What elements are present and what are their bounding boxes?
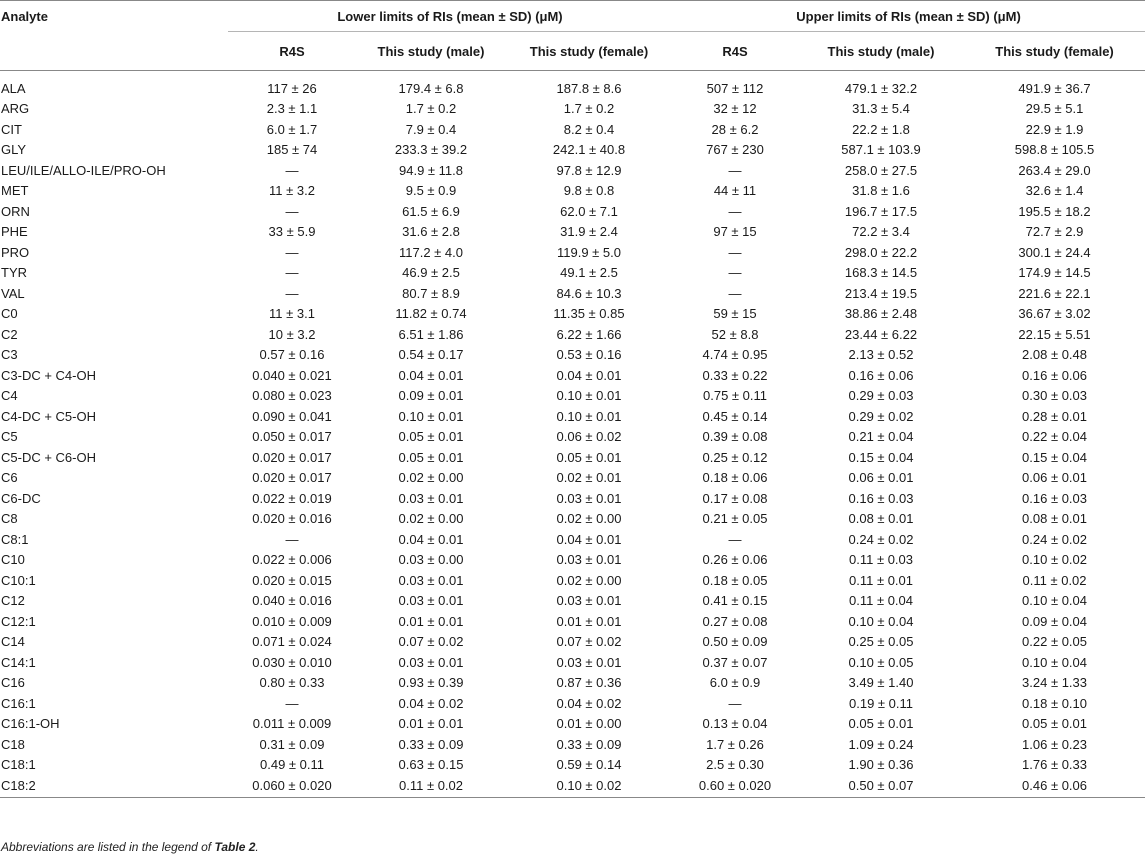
upper-r4s-cell: 6.0 ± 0.9	[709, 675, 761, 691]
analyte-cell: PRO	[1, 244, 30, 260]
table-row	[0, 755, 1145, 776]
analyte-cell: C16:1-OH	[1, 716, 60, 732]
analyte-cell: C3-DC + C4-OH	[1, 367, 96, 383]
lower-male-cell: 0.04 ± 0.01	[398, 531, 464, 547]
table-row	[0, 222, 1145, 243]
table-row	[0, 242, 1145, 263]
upper-male-cell: 0.24 ± 0.02	[848, 531, 914, 547]
upper-male-cell: 2.13 ± 0.52	[848, 347, 914, 363]
lower-female-cell: 0.02 ± 0.00	[556, 511, 622, 527]
table-row	[0, 140, 1145, 161]
analyte-cell: MET	[1, 183, 29, 199]
lower-female-cell: 31.9 ± 2.4	[560, 224, 618, 240]
analyte-cell: C14:1	[1, 654, 36, 670]
upper-female-cell: 0.28 ± 0.01	[1022, 408, 1087, 424]
upper-r4s-cell: 767 ± 230	[706, 142, 764, 158]
lower-male-cell: 0.03 ± 0.01	[398, 490, 464, 506]
lower-female-cell: 0.07 ± 0.02	[556, 634, 622, 650]
upper-r4s-cell: 4.74 ± 0.95	[702, 347, 768, 363]
upper-r4s-cell: 2.5 ± 0.30	[706, 757, 764, 773]
upper-male-cell: 1.90 ± 0.36	[848, 757, 914, 773]
upper-r4s-cell: —	[728, 695, 742, 711]
upper-male-cell: 168.3 ± 14.5	[844, 265, 918, 281]
upper-r4s-cell: 0.39 ± 0.08	[702, 429, 768, 445]
upper-male-cell: 479.1 ± 32.2	[844, 80, 918, 96]
upper-r4s-cell: 32 ± 12	[713, 101, 757, 117]
upper-male-cell: 0.11 ± 0.04	[849, 593, 913, 609]
lower-male-cell: 0.02 ± 0.00	[398, 511, 464, 527]
lower-female-cell: 0.10 ± 0.02	[556, 778, 622, 794]
upper-r4s-cell: 59 ± 15	[713, 306, 757, 322]
lower-r4s-cell: 6.0 ± 1.7	[266, 121, 318, 137]
lower-female-cell: 0.02 ± 0.00	[556, 572, 622, 588]
lower-female-cell: 0.04 ± 0.01	[556, 531, 622, 547]
lower-r4s-cell: 11 ± 3.2	[269, 183, 315, 199]
lower-male-cell: 1.7 ± 0.2	[405, 101, 457, 117]
lower-male-cell: 0.05 ± 0.01	[398, 449, 464, 465]
lower-male-cell: 0.05 ± 0.01	[398, 429, 464, 445]
table-row	[0, 263, 1145, 284]
table-row	[0, 160, 1145, 181]
lower-r4s-cell: —	[285, 162, 299, 178]
table-row	[0, 693, 1145, 714]
footnote-table-ref: Table 2	[214, 840, 256, 854]
upper-male-cell: 0.50 ± 0.07	[848, 778, 914, 794]
upper-female-cell: 22.9 ± 1.9	[1025, 121, 1084, 137]
lower-male-cell: 0.02 ± 0.00	[398, 470, 464, 486]
upper-female-cell: 300.1 ± 24.4	[1018, 244, 1091, 260]
table-row	[0, 529, 1145, 550]
analyte-subheader-blank	[0, 32, 228, 71]
analyte-cell: PHE	[1, 224, 28, 240]
upper-male-cell: 0.19 ± 0.11	[849, 695, 913, 711]
upper-female-cell: 0.09 ± 0.04	[1022, 613, 1087, 629]
lower-female-cell: 0.53 ± 0.16	[556, 347, 622, 363]
lower-male-cell: 0.63 ± 0.15	[398, 757, 464, 773]
lower-female-cell: 119.9 ± 5.0	[557, 244, 621, 260]
lower-r4s-cell: 185 ± 74	[266, 142, 318, 158]
lower-male-cell: 0.04 ± 0.02	[398, 695, 464, 711]
lower-male-cell: 11.82 ± 0.74	[395, 306, 467, 322]
upper-r4s-cell: —	[728, 162, 742, 178]
analyte-cell: C14	[1, 634, 25, 650]
body-top-spacer	[0, 71, 1145, 79]
lower-female-cell: 1.7 ± 0.2	[563, 101, 615, 117]
lower-female-cell: 9.8 ± 0.8	[563, 183, 615, 199]
table-row	[0, 447, 1145, 468]
analyte-cell: C16:1	[1, 695, 36, 711]
upper-male-cell: 0.11 ± 0.01	[849, 572, 913, 588]
upper-female-cell: 36.67 ± 3.02	[1018, 306, 1091, 322]
upper-male-cell: 0.06 ± 0.01	[848, 470, 914, 486]
lower-r4s-cell: 0.57 ± 0.16	[259, 347, 325, 363]
upper-male-cell: 0.16 ± 0.03	[848, 490, 914, 506]
lower-male-cell: 0.33 ± 0.09	[398, 736, 464, 752]
analyte-cell: ORN	[1, 203, 30, 219]
table-row	[0, 324, 1145, 345]
lower-male-cell: 31.6 ± 2.8	[402, 224, 460, 240]
table-row	[0, 734, 1145, 755]
analyte-cell: C10	[1, 552, 25, 568]
upper-female-cell: 22.15 ± 5.51	[1018, 326, 1091, 342]
analyte-cell: C6-DC	[1, 490, 41, 506]
lower-female-cell: 0.03 ± 0.01	[556, 593, 622, 609]
table-row	[0, 550, 1145, 571]
table-row	[0, 99, 1145, 120]
upper-male-cell: 0.21 ± 0.04	[848, 429, 914, 445]
upper-female-cell: 195.5 ± 18.2	[1018, 203, 1091, 219]
table-row	[0, 591, 1145, 612]
table-row	[0, 775, 1145, 797]
upper-male-cell: 3.49 ± 1.40	[848, 675, 914, 691]
table-row	[0, 714, 1145, 735]
upper-female-cell: 32.6 ± 1.4	[1025, 183, 1084, 199]
upper-male-cell: 0.10 ± 0.05	[848, 654, 914, 670]
analyte-cell: C10:1	[1, 572, 36, 588]
table-row	[0, 427, 1145, 448]
upper-r4s-cell: 52 ± 8.8	[711, 326, 759, 342]
upper-r4s-cell: 0.37 ± 0.07	[702, 654, 768, 670]
analyte-cell: VAL	[1, 285, 25, 301]
upper-female-cell: 0.16 ± 0.06	[1022, 367, 1087, 383]
upper-male-cell: 31.8 ± 1.6	[852, 183, 910, 199]
lower-female-cell: 242.1 ± 40.8	[552, 142, 626, 158]
upper-r4s-cell: 1.7 ± 0.26	[706, 736, 764, 752]
lower-female-cell: 0.01 ± 0.01	[556, 613, 622, 629]
lower-r4s-cell: 0.030 ± 0.010	[252, 654, 332, 670]
upper-female-cell: 263.4 ± 29.0	[1018, 162, 1091, 178]
lower-male-cell: 0.04 ± 0.01	[398, 367, 464, 383]
lower-male-cell: 46.9 ± 2.5	[402, 265, 460, 281]
upper-r4s-cell: 0.26 ± 0.06	[702, 552, 768, 568]
upper-female-cell: 3.24 ± 1.33	[1022, 675, 1087, 691]
lower-r4s-header: R4S	[228, 32, 356, 71]
lower-r4s-cell: 11 ± 3.1	[269, 306, 315, 322]
lower-r4s-cell: 0.060 ± 0.020	[252, 778, 332, 794]
lower-female-cell: 0.03 ± 0.01	[556, 490, 622, 506]
header-row-groups	[0, 1, 1145, 32]
upper-male-header: This study (male)	[798, 32, 964, 71]
lower-limits-header: Lower limits of RIs (mean ± SD) (μM)	[337, 8, 563, 24]
table-row	[0, 570, 1145, 591]
analyte-cell: C5	[1, 429, 18, 445]
lower-r4s-cell: —	[285, 531, 299, 547]
upper-female-cell: 72.7 ± 2.9	[1025, 224, 1084, 240]
table-body	[0, 71, 1145, 798]
upper-r4s-cell: 97 ± 15	[713, 224, 757, 240]
lower-male-cell: 0.03 ± 0.01	[398, 593, 464, 609]
upper-female-cell: 0.18 ± 0.10	[1022, 695, 1087, 711]
upper-r4s-cell: 0.21 ± 0.05	[702, 511, 768, 527]
upper-female-header: This study (female)	[964, 32, 1145, 71]
upper-female-cell: 0.24 ± 0.02	[1022, 531, 1087, 547]
upper-r4s-cell: 0.25 ± 0.12	[702, 449, 768, 465]
table-row	[0, 652, 1145, 673]
lower-male-cell: 94.9 ± 11.8	[399, 162, 463, 178]
upper-male-cell: 0.08 ± 0.01	[848, 511, 914, 527]
lower-female-cell: 0.59 ± 0.14	[556, 757, 622, 773]
lower-r4s-cell: 33 ± 5.9	[268, 224, 316, 240]
lower-female-cell: 0.01 ± 0.00	[556, 716, 622, 732]
lower-r4s-cell: —	[285, 203, 299, 219]
upper-r4s-cell: 0.18 ± 0.05	[702, 572, 768, 588]
analyte-cell: ALA	[1, 80, 26, 96]
lower-male-cell: 0.11 ± 0.02	[399, 778, 463, 794]
lower-female-cell: 6.22 ± 1.66	[556, 326, 622, 342]
lower-female-cell: 0.10 ± 0.01	[556, 388, 622, 404]
table-row	[0, 386, 1145, 407]
analyte-cell: TYR	[1, 265, 27, 281]
lower-male-cell: 117.2 ± 4.0	[399, 244, 463, 260]
lower-male-cell: 7.9 ± 0.4	[405, 121, 457, 137]
upper-male-cell: 1.09 ± 0.24	[848, 736, 914, 752]
analyte-cell: C4-DC + C5-OH	[1, 408, 96, 424]
table-row	[0, 181, 1145, 202]
lower-r4s-cell: 10 ± 3.2	[268, 326, 316, 342]
table-row	[0, 304, 1145, 325]
table-row	[0, 488, 1145, 509]
lower-female-cell: 97.8 ± 12.9	[556, 162, 622, 178]
lower-male-header: This study (male)	[356, 32, 506, 71]
table-row	[0, 468, 1145, 489]
lower-female-cell: 11.35 ± 0.85	[553, 306, 625, 322]
upper-female-cell: 174.9 ± 14.5	[1018, 265, 1091, 281]
upper-female-cell: 0.05 ± 0.01	[1022, 716, 1087, 732]
table-row	[0, 201, 1145, 222]
upper-female-cell: 0.22 ± 0.04	[1022, 429, 1087, 445]
lower-male-cell: 9.5 ± 0.9	[405, 183, 457, 199]
upper-male-cell: 22.2 ± 1.8	[852, 121, 910, 137]
lower-male-cell: 80.7 ± 8.9	[402, 285, 460, 301]
upper-r4s-cell: 0.50 ± 0.09	[702, 634, 768, 650]
table-row	[0, 119, 1145, 140]
lower-r4s-cell: 0.080 ± 0.023	[252, 388, 332, 404]
lower-female-cell: 0.87 ± 0.36	[556, 675, 622, 691]
upper-female-cell: 0.15 ± 0.04	[1022, 449, 1087, 465]
upper-male-cell: 196.7 ± 17.5	[844, 203, 918, 219]
lower-female-cell: 49.1 ± 2.5	[560, 265, 618, 281]
analyte-cell: C3	[1, 347, 18, 363]
analyte-cell: C6	[1, 470, 18, 486]
lower-female-cell: 84.6 ± 10.3	[556, 285, 622, 301]
lower-male-cell: 0.54 ± 0.17	[398, 347, 464, 363]
upper-male-cell: 72.2 ± 3.4	[852, 224, 910, 240]
lower-female-cell: 8.2 ± 0.4	[563, 121, 615, 137]
upper-r4s-cell: 44 ± 11	[713, 183, 757, 199]
upper-r4s-cell: 0.33 ± 0.22	[702, 367, 768, 383]
analyte-header: Analyte	[1, 8, 48, 24]
lower-male-cell: 6.51 ± 1.86	[398, 326, 464, 342]
upper-female-cell: 0.06 ± 0.01	[1022, 470, 1087, 486]
analyte-cell: C8	[1, 511, 18, 527]
analyte-cell: C18:2	[1, 778, 36, 794]
lower-male-cell: 179.4 ± 6.8	[398, 80, 464, 96]
upper-r4s-cell: 0.75 ± 0.11	[703, 388, 767, 404]
table-row	[0, 611, 1145, 632]
upper-male-cell: 0.05 ± 0.01	[848, 716, 914, 732]
table-row	[0, 345, 1145, 366]
footnote-suffix: .	[255, 840, 259, 854]
lower-r4s-cell: —	[285, 265, 299, 281]
lower-male-cell: 0.10 ± 0.01	[398, 408, 464, 424]
table-footnote	[1, 840, 259, 854]
upper-r4s-cell: 0.18 ± 0.06	[702, 470, 768, 486]
upper-male-cell: 213.4 ± 19.5	[844, 285, 918, 301]
upper-female-cell: 221.6 ± 22.1	[1018, 285, 1091, 301]
upper-female-cell: 0.30 ± 0.03	[1022, 388, 1087, 404]
lower-r4s-cell: 0.040 ± 0.016	[252, 593, 332, 609]
lower-r4s-cell: 0.49 ± 0.11	[260, 757, 324, 773]
analyte-cell: C8:1	[1, 531, 29, 547]
upper-male-cell: 0.11 ± 0.03	[849, 552, 913, 568]
upper-male-cell: 23.44 ± 6.22	[844, 326, 918, 342]
upper-r4s-header: R4S	[672, 32, 798, 71]
upper-r4s-cell: 0.60 ± 0.020	[698, 778, 772, 794]
upper-r4s-cell: —	[728, 285, 742, 301]
upper-female-cell: 2.08 ± 0.48	[1022, 347, 1087, 363]
lower-r4s-cell: 2.3 ± 1.1	[266, 101, 318, 117]
lower-male-cell: 0.07 ± 0.02	[398, 634, 464, 650]
analyte-cell: LEU/ILE/ALLO-ILE/PRO-OH	[1, 162, 166, 178]
lower-male-cell: 0.03 ± 0.00	[398, 552, 464, 568]
table-row	[0, 78, 1145, 99]
upper-male-cell: 0.10 ± 0.04	[848, 613, 914, 629]
lower-female-header: This study (female)	[506, 32, 672, 71]
lower-r4s-cell: 0.071 ± 0.024	[252, 634, 332, 650]
upper-female-cell: 0.08 ± 0.01	[1022, 511, 1087, 527]
analyte-cell: C12:1	[1, 613, 36, 629]
table-header	[0, 1, 1145, 71]
lower-female-cell: 0.05 ± 0.01	[556, 449, 622, 465]
upper-r4s-cell: 0.41 ± 0.15	[702, 593, 768, 609]
header-row-subcolumns	[0, 32, 1145, 71]
upper-r4s-cell: —	[728, 203, 742, 219]
analyte-cell: C18:1	[1, 757, 36, 773]
upper-r4s-cell: 0.13 ± 0.04	[702, 716, 768, 732]
lower-male-cell: 61.5 ± 6.9	[402, 203, 460, 219]
lower-r4s-cell: 0.050 ± 0.017	[252, 429, 332, 445]
lower-r4s-cell: 0.090 ± 0.041	[252, 408, 332, 424]
upper-male-cell: 0.29 ± 0.03	[848, 388, 914, 404]
upper-male-cell: 0.15 ± 0.04	[848, 449, 914, 465]
lower-r4s-cell: 0.020 ± 0.016	[252, 511, 332, 527]
analyte-cell: C18	[1, 736, 25, 752]
lower-r4s-cell: —	[285, 695, 299, 711]
lower-female-cell: 0.10 ± 0.01	[556, 408, 622, 424]
analyte-cell: CIT	[1, 121, 22, 137]
lower-r4s-cell: 0.022 ± 0.006	[252, 552, 332, 568]
analyte-cell: ARG	[1, 101, 30, 117]
lower-male-cell: 0.09 ± 0.01	[398, 388, 464, 404]
upper-female-cell: 598.8 ± 105.5	[1014, 142, 1095, 158]
table-row	[0, 283, 1145, 304]
footnote-prefix: Abbreviations are listed in the legend of	[1, 840, 215, 854]
lower-male-cell: 0.03 ± 0.01	[398, 572, 464, 588]
table-row	[0, 673, 1145, 694]
lower-r4s-cell: —	[285, 244, 299, 260]
upper-r4s-cell: 0.27 ± 0.08	[702, 613, 768, 629]
upper-female-cell: 1.76 ± 0.33	[1022, 757, 1087, 773]
analyte-cell: C12	[1, 593, 25, 609]
lower-female-cell: 0.02 ± 0.01	[556, 470, 622, 486]
upper-female-cell: 0.10 ± 0.04	[1022, 593, 1087, 609]
lower-male-cell: 0.01 ± 0.01	[398, 613, 464, 629]
lower-r4s-cell: 117 ± 26	[267, 80, 317, 96]
upper-r4s-cell: 0.17 ± 0.08	[702, 490, 768, 506]
upper-r4s-cell: 28 ± 6.2	[711, 121, 759, 137]
upper-male-cell: 587.1 ± 103.9	[841, 142, 921, 158]
upper-female-cell: 491.9 ± 36.7	[1018, 80, 1091, 96]
lower-male-cell: 0.03 ± 0.01	[398, 654, 464, 670]
upper-male-cell: 0.16 ± 0.06	[848, 367, 914, 383]
analyte-cell: C2	[1, 326, 18, 342]
lower-female-cell: 0.04 ± 0.02	[556, 695, 622, 711]
upper-female-cell: 29.5 ± 5.1	[1025, 101, 1084, 117]
upper-female-cell: 0.22 ± 0.05	[1022, 634, 1087, 650]
lower-r4s-cell: 0.020 ± 0.015	[252, 572, 332, 588]
lower-female-cell: 0.06 ± 0.02	[556, 429, 622, 445]
lower-r4s-cell: 0.020 ± 0.017	[252, 470, 332, 486]
upper-male-cell: 38.86 ± 2.48	[844, 306, 918, 322]
lower-r4s-cell: 0.020 ± 0.017	[252, 449, 332, 465]
table-row	[0, 406, 1145, 427]
upper-r4s-cell: —	[728, 265, 742, 281]
table-row	[0, 509, 1145, 530]
upper-female-cell: 0.46 ± 0.06	[1022, 778, 1087, 794]
analyte-cell: C5-DC + C6-OH	[1, 449, 96, 465]
lower-male-cell: 0.93 ± 0.39	[398, 675, 464, 691]
lower-female-cell: 62.0 ± 7.1	[560, 203, 618, 219]
lower-r4s-cell: —	[285, 285, 299, 301]
upper-r4s-cell: —	[728, 531, 742, 547]
lower-female-cell: 0.33 ± 0.09	[556, 736, 622, 752]
upper-male-cell: 298.0 ± 22.2	[844, 244, 918, 260]
lower-r4s-cell: 0.011 ± 0.009	[252, 716, 332, 732]
lower-female-cell: 0.03 ± 0.01	[556, 654, 622, 670]
upper-male-cell: 0.25 ± 0.05	[848, 634, 914, 650]
upper-male-cell: 31.3 ± 5.4	[852, 101, 910, 117]
lower-female-cell: 187.8 ± 8.6	[556, 80, 622, 96]
upper-r4s-cell: 0.45 ± 0.14	[702, 408, 768, 424]
analyte-cell: C4	[1, 388, 18, 404]
lower-r4s-cell: 0.022 ± 0.019	[252, 490, 332, 506]
lower-r4s-cell: 0.010 ± 0.009	[252, 613, 332, 629]
lower-female-cell: 0.03 ± 0.01	[556, 552, 622, 568]
upper-r4s-cell: —	[728, 244, 742, 260]
analyte-cell: GLY	[1, 142, 27, 158]
lower-r4s-cell: 0.80 ± 0.33	[259, 675, 325, 691]
lower-r4s-cell: 0.040 ± 0.021	[252, 367, 332, 383]
analyte-cell: C0	[1, 306, 18, 322]
table-row	[0, 365, 1145, 386]
upper-limits-header: Upper limits of RIs (mean ± SD) (μM)	[796, 8, 1021, 24]
upper-female-cell: 0.11 ± 0.02	[1022, 572, 1087, 588]
upper-r4s-cell: 507 ± 112	[706, 80, 764, 96]
upper-female-cell: 1.06 ± 0.23	[1022, 736, 1087, 752]
upper-female-cell: 0.16 ± 0.03	[1022, 490, 1087, 506]
lower-male-cell: 0.01 ± 0.01	[398, 716, 464, 732]
upper-male-cell: 0.29 ± 0.02	[848, 408, 914, 424]
upper-female-cell: 0.10 ± 0.04	[1022, 654, 1087, 670]
upper-male-cell: 258.0 ± 27.5	[844, 162, 918, 178]
lower-female-cell: 0.04 ± 0.01	[556, 367, 622, 383]
lower-r4s-cell: 0.31 ± 0.09	[259, 736, 325, 752]
table-row	[0, 632, 1145, 653]
analyte-cell: C16	[1, 675, 25, 691]
lower-male-cell: 233.3 ± 39.2	[394, 142, 468, 158]
upper-female-cell: 0.10 ± 0.02	[1022, 552, 1087, 568]
